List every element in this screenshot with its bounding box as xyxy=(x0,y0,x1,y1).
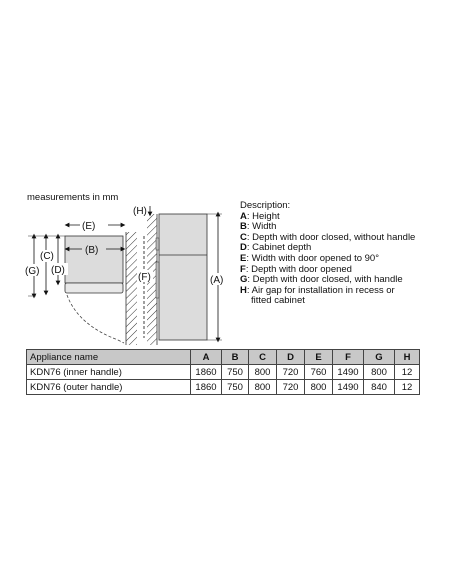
cell-a: 1860 xyxy=(191,380,222,395)
description-item-d: D: Cabinet depth xyxy=(240,242,312,254)
top-view xyxy=(24,219,137,345)
label-f: (F) xyxy=(138,272,151,283)
header-g: G xyxy=(364,350,395,365)
header-d: D xyxy=(277,350,305,365)
measurements-caption: measurements in mm xyxy=(27,192,119,203)
description-item-g: G: Depth with door closed, with handle xyxy=(240,274,403,286)
table-row xyxy=(27,380,420,395)
description-block xyxy=(240,201,415,307)
label-d: (D) xyxy=(51,265,65,276)
cell-name: KDN76 (inner handle) xyxy=(27,365,191,380)
description-item-e: E: Width with door opened to 90° xyxy=(240,252,380,264)
cell-h: 12 xyxy=(395,365,420,380)
cell-c: 800 xyxy=(249,380,277,395)
header-appliance-name: Appliance name xyxy=(27,350,191,365)
dimensions-table xyxy=(26,349,420,395)
cell-f: 1490 xyxy=(333,365,364,380)
cell-f: 1490 xyxy=(333,380,364,395)
handle-lower xyxy=(156,262,159,298)
label-e: (E) xyxy=(82,221,96,232)
description-item-f: F: Depth with door opened xyxy=(240,263,352,275)
header-h: H xyxy=(395,350,420,365)
description-item-h-cont: fitted cabinet xyxy=(251,295,305,307)
header-a: A xyxy=(191,350,222,365)
handle-upper xyxy=(156,238,159,250)
cell-g: 800 xyxy=(364,365,395,380)
cell-g: 840 xyxy=(364,380,395,395)
cell-h: 12 xyxy=(395,380,420,395)
cell-b: 750 xyxy=(222,365,249,380)
cell-d: 720 xyxy=(277,365,305,380)
table-row xyxy=(27,365,420,380)
label-b: (B) xyxy=(85,245,99,256)
cell-d: 720 xyxy=(277,380,305,395)
label-c: (C) xyxy=(40,251,54,262)
description-item-c: C: Depth with door closed, without handle xyxy=(240,231,416,243)
description-item-h: H: Air gap for installation in recess or xyxy=(240,284,395,296)
cell-a: 1860 xyxy=(191,365,222,380)
cell-name: KDN76 (outer handle) xyxy=(27,380,191,395)
description-item-b: B: Width xyxy=(240,221,277,233)
label-g: (G) xyxy=(25,266,40,277)
door-swing-arc xyxy=(67,295,118,340)
door-open-edge xyxy=(118,340,124,343)
description-item-a: A: Height xyxy=(240,210,280,222)
label-a: (A) xyxy=(210,275,224,286)
appliance-side xyxy=(159,214,207,340)
header-f: F xyxy=(333,350,364,365)
label-h: (H) xyxy=(133,206,147,217)
header-b: B xyxy=(222,350,249,365)
cell-b: 750 xyxy=(222,380,249,395)
cell-c: 800 xyxy=(249,365,277,380)
header-e: E xyxy=(305,350,333,365)
table-header-row xyxy=(27,350,420,365)
description-title: Description: xyxy=(240,200,291,211)
side-view xyxy=(133,206,227,345)
cell-e: 760 xyxy=(305,365,333,380)
header-c: C xyxy=(249,350,277,365)
wall-hatch-top xyxy=(126,232,137,345)
door-closed-top xyxy=(65,283,123,293)
cell-e: 800 xyxy=(305,380,333,395)
